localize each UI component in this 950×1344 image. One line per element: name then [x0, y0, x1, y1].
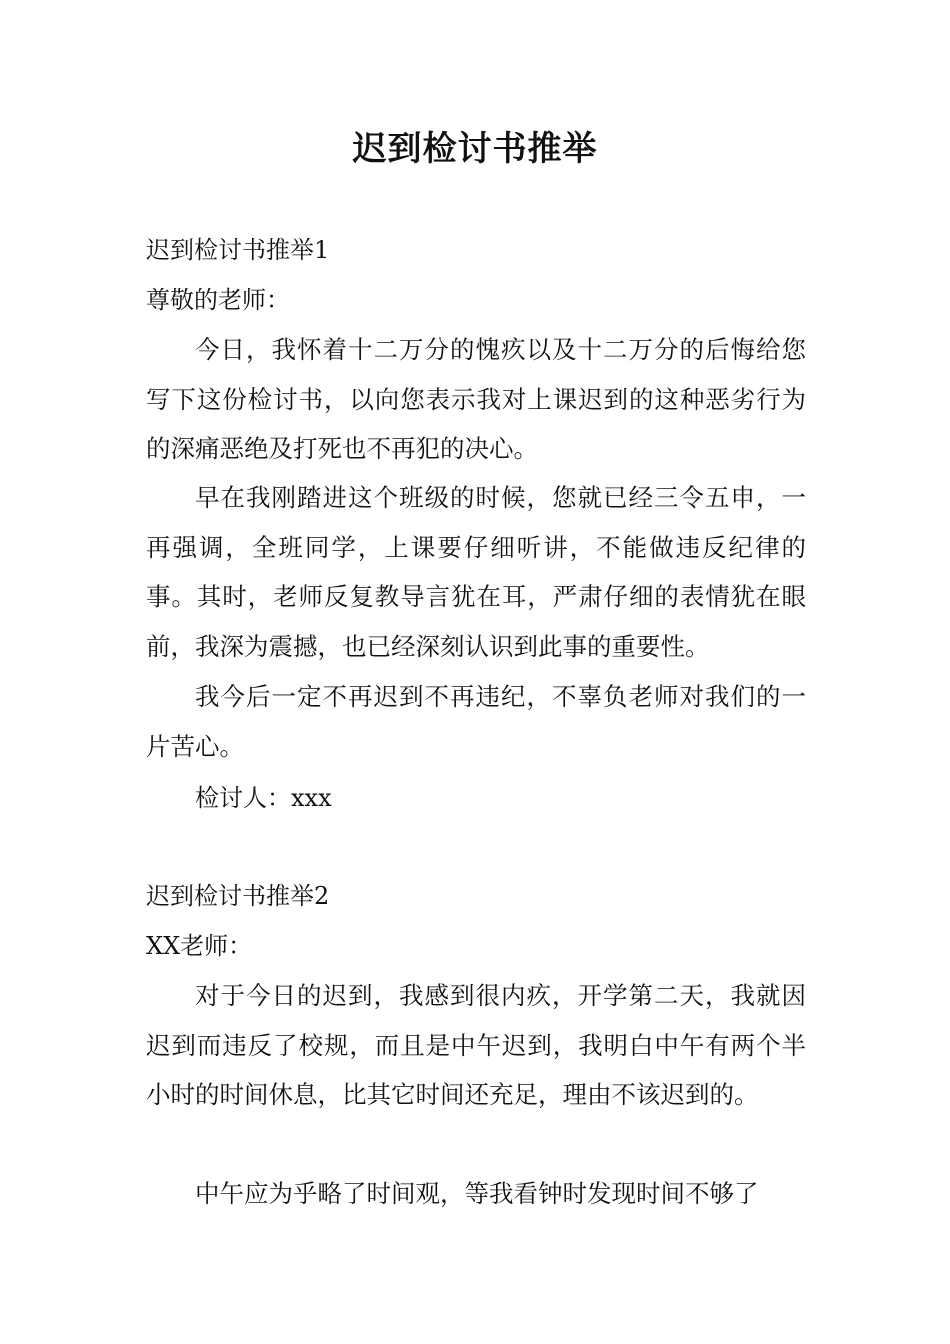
section1-heading: 迟到检讨书推举1	[146, 236, 330, 264]
section1-signature: 检讨人：xxx	[195, 784, 332, 812]
section1-paragraph-2: 早在我刚踏进这个班级的时候，您就已经三令五申，一再强调，全班同学，上课要仔细听讲，不能做违反纪律的事。其时，老师反复教导言犹在耳，严肃仔细的表情犹在眼前，我深为震撼，也已经深刻认识到此事的重要性。	[146, 483, 806, 661]
section2-heading: 迟到检讨书推举2	[146, 882, 330, 910]
section1-salutation: 尊敬的老师：	[146, 286, 290, 314]
section2-paragraph-2: 中午应为乎略了时间观，等我看钟时发现时间不够了	[195, 1179, 759, 1208]
section2-salutation: XX老师：	[146, 932, 253, 960]
section1-paragraph-1: 今日，我怀着十二万分的愧疚以及十二万分的后悔给您写下这份检讨书，以向您表示我对上课迟到的这种恶劣行为的深痛恶绝及打死也不再犯的决心。	[146, 335, 806, 463]
section2-paragraph-1: 对于今日的迟到，我感到很内疚，开学第二天，我就因迟到而违反了校规，而且是中午迟到，我明白中午有两个半小时的时间休息，比其它时间还充足，理由不该迟到的。	[146, 981, 806, 1109]
document-title: 迟到检讨书推举	[352, 129, 598, 169]
section1-paragraph-3: 我今后一定不再迟到不再违纪，不辜负老师对我们的一片苦心。	[146, 682, 806, 761]
